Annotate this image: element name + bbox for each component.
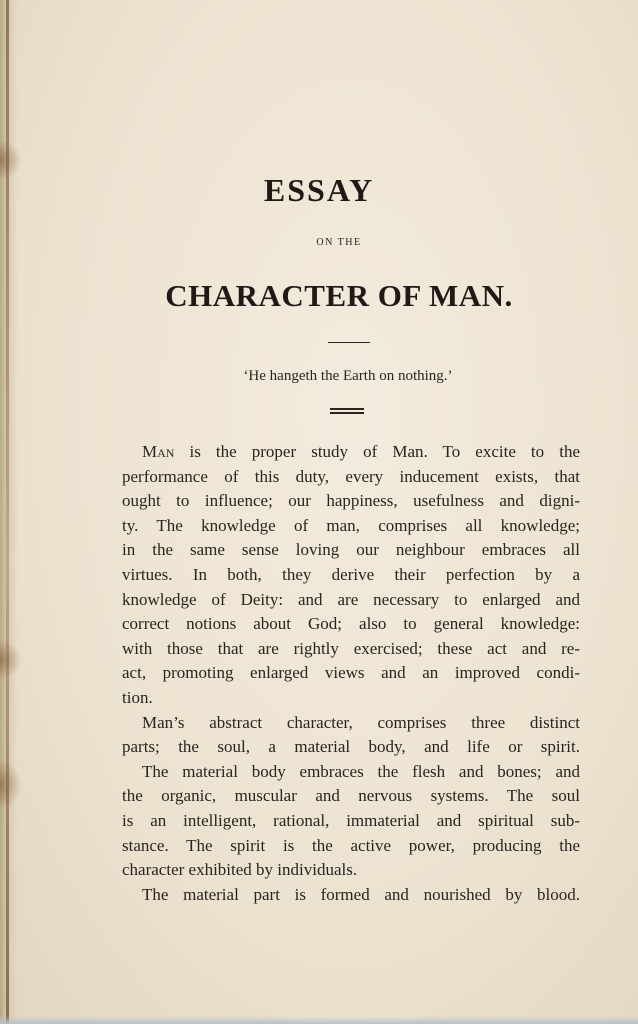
text-line: Man’s abstract character, comprises three distinct: [142, 712, 580, 732]
title-connector: ON THE: [316, 237, 362, 248]
text-line: tion.: [122, 687, 153, 707]
page-subtitle: CHARACTER OF MAN.: [165, 278, 513, 313]
single-rule: [328, 342, 370, 343]
line-rest: is the proper study of Man. To excite to the: [174, 442, 580, 461]
page-title: ESSAY: [263, 172, 375, 208]
text-line: knowledge of Deity: and are necessary to enlarged and: [122, 589, 580, 609]
text-line: ought to influence; our happiness, usefulness and digni-: [122, 491, 580, 511]
edge-stain: [0, 640, 22, 680]
text-line: [122, 440, 580, 465]
edge-stain: [0, 760, 22, 810]
text-line: correct notions about God; also to general knowledge:: [122, 614, 580, 634]
bottom-edge: [0, 1016, 638, 1024]
text-line: in the same sense loving our neighbour embraces all: [122, 540, 580, 560]
text-line: with those that are rightly exercised; these act and re-: [122, 638, 580, 658]
text-line: the organic, muscular and nervous systems. The soul: [122, 786, 580, 806]
double-rule: [330, 408, 364, 414]
text-line: performance of this duty, every inducement exists, that: [122, 466, 580, 486]
text-line: act, promoting enlarged views and an improved condi-: [122, 663, 580, 683]
text-line: is an intelligent, rational, immaterial and spiritual sub-: [122, 810, 580, 830]
text-line: The material body embraces the flesh and bones; and: [142, 761, 580, 781]
text-line: stance. The spirit is the active power, producing the: [122, 835, 580, 855]
text-line: ty. The knowledge of man, comprises all knowledge;: [122, 515, 580, 535]
text-line: virtues. In both, they derive their perfection by a: [122, 564, 580, 584]
body-text: [122, 440, 580, 907]
text-line: parts; the soul, a material body, and life or spirit.: [122, 737, 580, 757]
text-line: The material part is formed and nourished by blood.: [142, 884, 580, 904]
lead-word: Man: [142, 442, 175, 461]
epigraph: ‘He hangeth the Earth on nothing.’: [243, 368, 453, 384]
text-line: character exhibited by individuals.: [122, 860, 358, 880]
